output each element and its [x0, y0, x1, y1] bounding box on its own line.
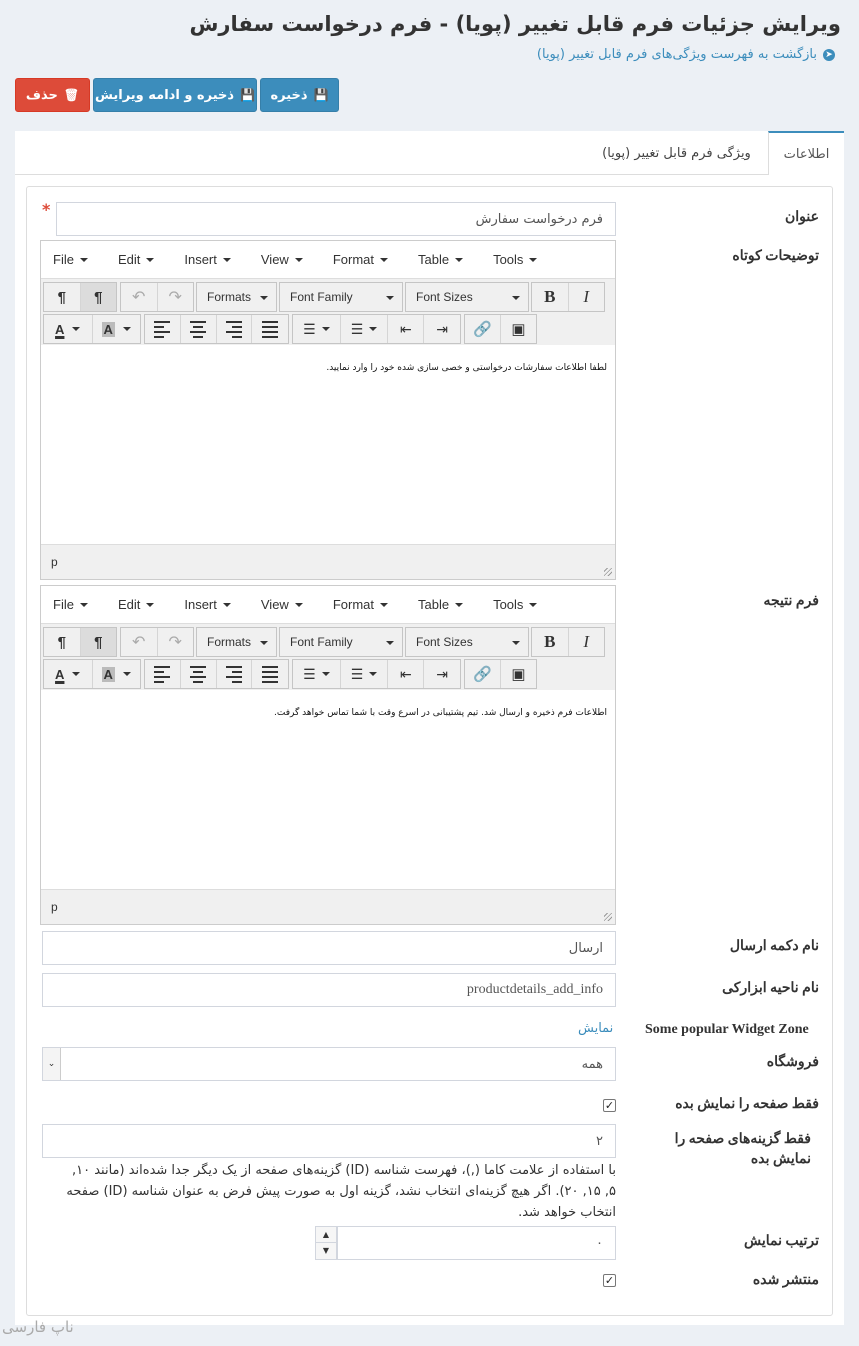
menu-edit[interactable] [110, 597, 154, 612]
menu-table-label: Table [418, 252, 450, 267]
store-select[interactable] [42, 1047, 616, 1081]
result-form-label: فرم نتیجه [763, 594, 819, 609]
page-options-help: با استفاده از علامت کاما (,)، فهرست شناسه (ID) گزینه‌های صفحه از یک دیگر جدا شده‌اند (مانند ۱۰, ۵, ۱۵, ۲۰). اگر هیچ گزینه‌ای انتخاب نشد، گزینه اول به صورت پیش فرض به عنوان شناسه (ID) صفحه انتخاب خواهد شد. [66, 1163, 616, 1220]
caret-down-icon [386, 641, 394, 645]
increment-icon[interactable]: ▲ [316, 1227, 336, 1243]
save-continue-button[interactable] [93, 78, 257, 112]
page-options-input[interactable]: ۲ [42, 1124, 616, 1158]
menu-file-label: File [53, 252, 74, 267]
menu-table-label: Table [418, 597, 450, 612]
title-label: عنوان [785, 210, 819, 225]
back-to-list-link[interactable] [537, 47, 835, 62]
bullet-list-icon[interactable]: ☰ [293, 315, 341, 343]
caret-down-icon [455, 258, 463, 262]
text-color-icon[interactable]: A [44, 660, 93, 688]
editor-statusbar [41, 544, 615, 579]
font-family-label: Font Family [290, 290, 353, 304]
tabs-bar [15, 131, 844, 175]
caret-down-icon [260, 641, 268, 645]
undo-icon[interactable]: ↶ [121, 283, 158, 311]
display-order-input[interactable]: ۰ [337, 1226, 616, 1260]
editor-content-text: لطفا اطلاعات سفارشات درخواستی و خصی سازی شده خود را وارد نمایید. [326, 363, 607, 373]
caret-down-icon [386, 296, 394, 300]
indent-icon[interactable]: ⇥ [436, 665, 448, 682]
bullet-list-icon[interactable]: ☰ [293, 660, 341, 688]
rtl-icon[interactable]: ¶ [81, 283, 117, 311]
image-icon[interactable]: ▣ [511, 321, 526, 338]
caret-down-icon [260, 296, 268, 300]
caret-down-icon [529, 258, 537, 262]
caret-down-icon [295, 258, 303, 262]
rtl-icon[interactable]: ¶ [81, 628, 117, 656]
required-marker: * [42, 200, 51, 219]
display-order-stepper [315, 1226, 337, 1260]
direction-group [43, 627, 117, 657]
menu-format[interactable] [325, 252, 388, 267]
caret-down-icon [512, 641, 520, 645]
font-family-label: Font Family [290, 635, 353, 649]
editor-menubar [41, 241, 615, 279]
image-icon[interactable]: ▣ [511, 666, 526, 683]
insert-group [464, 659, 537, 689]
submit-name-input[interactable]: ارسال [42, 931, 616, 965]
menu-edit-label: Edit [117, 597, 141, 612]
align-right-icon[interactable] [217, 315, 253, 343]
check-icon: ✓ [604, 1099, 615, 1112]
watermark: ناپ فارسی [2, 1318, 74, 1336]
align-justify-icon[interactable] [252, 315, 288, 343]
editor-statusbar [41, 889, 615, 924]
redo-icon[interactable]: ↷ [168, 289, 182, 306]
color-group [43, 314, 141, 344]
page-title: ویرایش جزئیات فرم قابل تغییر (پویا) - فرم درخواست سفارش [189, 12, 841, 36]
save-icon: 💾 [240, 88, 255, 102]
numbered-list-icon[interactable]: ☰ [341, 660, 389, 688]
caret-down-icon [223, 258, 231, 262]
history-group [120, 282, 194, 312]
menu-insert-label: Insert [184, 252, 217, 267]
caret-down-icon [455, 603, 463, 607]
arrow-circle-left-icon: ➤ [823, 49, 835, 61]
caret-down-icon [146, 603, 154, 607]
delete-button[interactable] [15, 78, 90, 112]
element-path: p [51, 900, 58, 914]
ltr-icon[interactable]: ¶ [44, 283, 81, 311]
direction-group [43, 282, 117, 312]
caret-down-icon [529, 603, 537, 607]
tab-form-attributes[interactable]: ویژگی فرم قابل تغییر (پویا) [602, 146, 751, 161]
menu-tools[interactable] [485, 252, 537, 267]
outdent-icon[interactable]: ⇤ [388, 315, 424, 343]
delete-button-label: حذف [25, 87, 58, 103]
caret-down-icon [223, 603, 231, 607]
title-input[interactable]: فرم درخواست سفارش [56, 202, 616, 236]
menu-tools-label: Tools [493, 252, 524, 267]
ltr-icon[interactable]: ¶ [44, 628, 81, 656]
editor-content-text: اطلاعات فرم ذخیره و ارسال شد. تیم پشتیبانی در اسرع وقت با شما تماس خواهد گرفت. [274, 708, 607, 718]
align-justify-icon[interactable] [252, 660, 288, 688]
align-group [144, 659, 289, 689]
align-center-icon[interactable] [181, 660, 217, 688]
bold-icon[interactable]: B [532, 628, 569, 656]
formats-select[interactable] [196, 282, 277, 312]
menu-view-label: View [260, 597, 289, 612]
font-sizes-select[interactable] [405, 282, 529, 312]
editor-toolbar-row-1 [41, 279, 615, 311]
widget-zone-input[interactable]: productdetails_add_info [42, 973, 616, 1007]
text-color-icon[interactable]: A [44, 315, 93, 343]
caret-down-icon [295, 603, 303, 607]
bold-icon[interactable]: B [532, 283, 569, 311]
short-description-editor[interactable] [40, 240, 616, 580]
menu-file[interactable] [45, 252, 88, 267]
history-group [120, 627, 194, 657]
indent-icon[interactable]: ⇥ [436, 320, 448, 337]
font-sizes-label: Font Sizes [416, 290, 473, 304]
popular-widget-zone-label: Some popular Widget Zone [645, 1022, 809, 1037]
check-icon: ✓ [604, 1274, 615, 1287]
editor-content-area[interactable] [41, 690, 615, 890]
editor-menubar [41, 586, 615, 624]
page-options-label: فقط گزینه‌های صفحه را نمایش بده [674, 1132, 811, 1167]
background-color-icon[interactable]: A [93, 315, 141, 343]
resize-handle-icon[interactable] [604, 913, 612, 921]
show-widget-zones-link[interactable]: نمایش [578, 1021, 614, 1036]
font-sizes-select[interactable] [405, 627, 529, 657]
background-color-icon[interactable]: A [93, 660, 141, 688]
store-label: فروشگاه [766, 1055, 819, 1070]
style-group [531, 627, 605, 657]
page-only-label: فقط صفحه را نمایش بده [675, 1097, 819, 1112]
font-sizes-label: Font Sizes [416, 635, 473, 649]
caret-down-icon [80, 258, 88, 262]
result-form-editor[interactable] [40, 585, 616, 925]
editor-toolbar-row-2 [41, 656, 615, 688]
chevron-down-icon: ⌄ [43, 1048, 61, 1080]
menu-format-label: Format [332, 252, 374, 267]
style-group [531, 282, 605, 312]
save-button[interactable] [260, 78, 339, 112]
italic-icon[interactable]: I [583, 287, 590, 306]
menu-view[interactable] [253, 252, 303, 267]
align-left-icon[interactable] [145, 315, 181, 343]
font-family-select[interactable] [279, 627, 403, 657]
caret-down-icon [146, 258, 154, 262]
menu-table[interactable] [410, 252, 463, 267]
display-order-label: ترتیب نمایش [744, 1234, 819, 1249]
store-select-value: همه [581, 1056, 603, 1072]
save-continue-label: ذخیره و ادامه ویرایش [95, 87, 235, 103]
menu-view-label: View [260, 252, 289, 267]
menu-file[interactable] [45, 597, 88, 612]
link-icon[interactable]: 🔗 [465, 660, 501, 688]
formats-label: Formats [207, 635, 252, 649]
menu-edit[interactable] [110, 252, 154, 267]
numbered-list-icon[interactable]: ☰ [341, 315, 389, 343]
menu-format-label: Format [332, 597, 374, 612]
menu-table[interactable] [410, 597, 463, 612]
list-group [292, 314, 461, 344]
submit-name-label: نام دکمه ارسال [729, 939, 819, 954]
font-family-select[interactable] [279, 282, 403, 312]
widget-zone-label: نام ناحیه ابزارکی [722, 981, 819, 996]
italic-icon[interactable]: I [583, 632, 590, 651]
undo-icon[interactable]: ↶ [121, 628, 158, 656]
save-button-label: ذخیره [270, 87, 308, 103]
caret-down-icon [380, 603, 388, 607]
save-icon: 💾 [313, 88, 329, 102]
menu-insert[interactable] [176, 252, 231, 267]
editor-content-area[interactable] [41, 345, 615, 545]
menu-tools[interactable] [485, 597, 537, 612]
resize-handle-icon[interactable] [604, 568, 612, 576]
formats-select[interactable] [196, 627, 277, 657]
element-path: p [51, 555, 58, 569]
menu-insert[interactable] [176, 597, 231, 612]
color-group [43, 659, 141, 689]
editor-toolbar-row-2 [41, 311, 615, 343]
menu-file-label: File [53, 597, 74, 612]
menu-format[interactable] [325, 597, 388, 612]
caret-down-icon [80, 603, 88, 607]
menu-view[interactable] [253, 597, 303, 612]
formats-label: Formats [207, 290, 252, 304]
back-link-label: بازگشت به فهرست ویژگی‌های فرم قابل تغییر (پویا) [536, 47, 817, 62]
published-label: منتشر شده [752, 1273, 819, 1288]
short-description-label: توضیحات کوتاه [732, 249, 819, 264]
list-group [292, 659, 461, 689]
align-left-icon[interactable] [145, 660, 181, 688]
outdent-icon[interactable]: ⇤ [388, 660, 424, 688]
page-only-checkbox[interactable] [603, 1099, 616, 1112]
menu-tools-label: Tools [493, 597, 524, 612]
caret-down-icon [380, 258, 388, 262]
decrement-icon[interactable]: ▼ [322, 1246, 330, 1255]
align-group [144, 314, 289, 344]
link-icon[interactable]: 🔗 [465, 315, 501, 343]
editor-toolbar-row-1 [41, 624, 615, 656]
published-checkbox[interactable] [603, 1274, 616, 1287]
align-center-icon[interactable] [181, 315, 217, 343]
menu-edit-label: Edit [117, 252, 141, 267]
trash-icon: 🗑 [63, 88, 80, 102]
redo-icon[interactable]: ↷ [168, 634, 182, 651]
align-right-icon[interactable] [217, 660, 253, 688]
tab-info[interactable]: اطلاعات [768, 131, 844, 176]
insert-group [464, 314, 537, 344]
caret-down-icon [512, 296, 520, 300]
menu-insert-label: Insert [184, 597, 217, 612]
